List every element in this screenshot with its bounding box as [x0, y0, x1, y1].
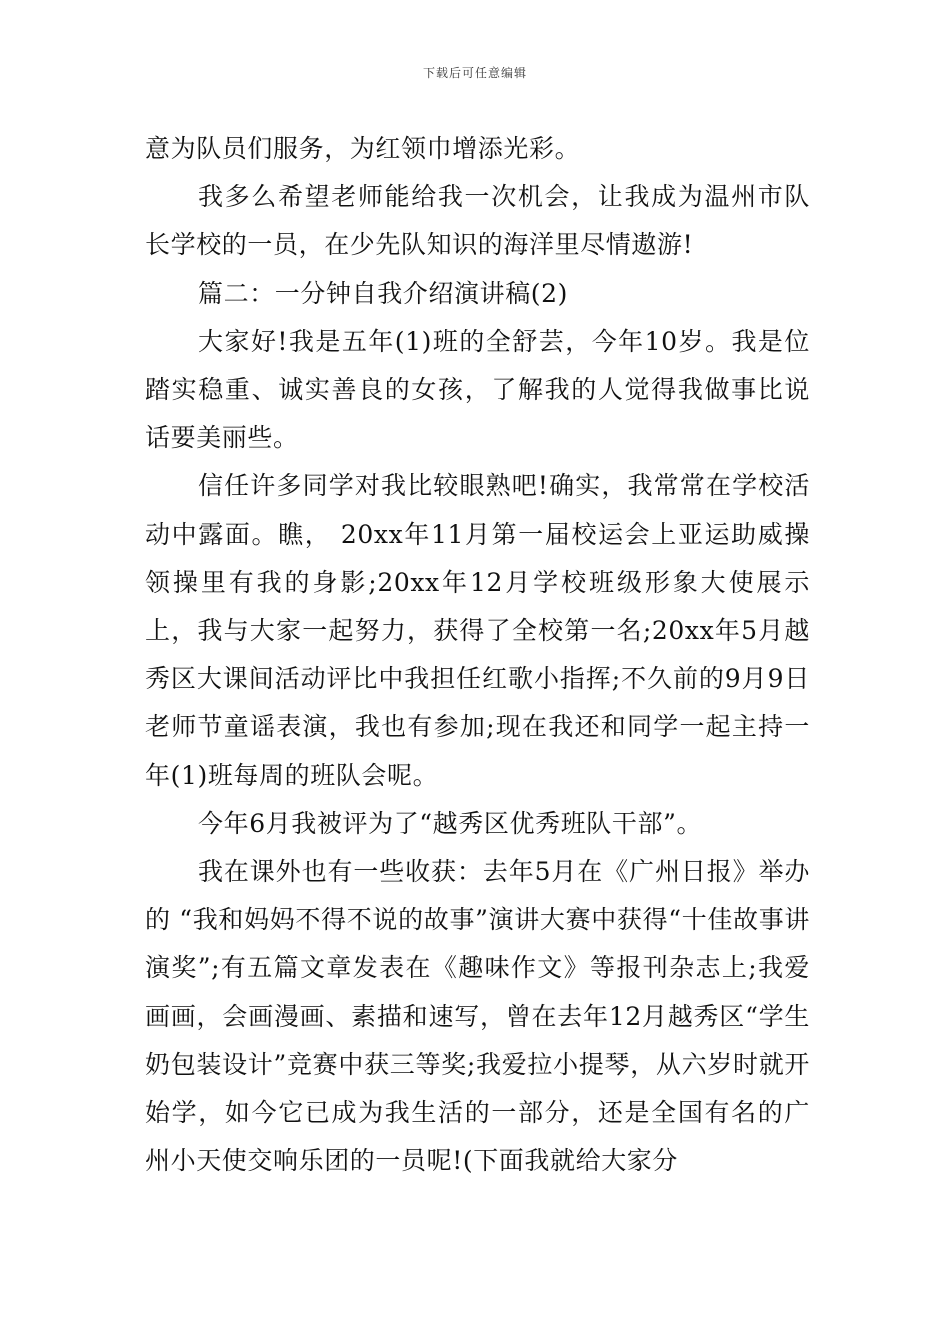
paragraph: 我多么希望老师能给我一次机会，让我成为温州市队长学校的一员，在少先队知识的海洋里尽情遨游!: [145, 182, 810, 260]
paragraph: 大家好!我是五年(1)班的全舒芸，今年10岁。我是位踏实稳重、诚实善良的女孩，了解我的人觉得我做事比说话要美丽些。: [145, 326, 810, 453]
document-body: [145, 125, 810, 1185]
paragraph: 今年6月我被评为了“越秀区优秀班队干部”。: [198, 808, 703, 838]
paragraph: 信任许多同学对我比较眼熟吧!确实，我常常在学校活动中露面。瞧， 20xx年11月第一届校运会上亚运助威操领操里有我的身影;20xx年12月学校班级形象大使展示上，我与大家一起努力，获得了全校第一名;20xx年5月越秀区大课间活动评比中我担任红歌小指挥;不久前的9月9日老师节童谣表演，我也有参加;现在我还和同学一起主持一年(1)班每周的班队会呢。: [145, 471, 810, 790]
paragraph: 意为队员们服务，为红领巾增添光彩。: [145, 134, 581, 163]
page-header: 下载后可任意编辑: [422, 66, 527, 80]
section-heading: 篇二：一分钟自我介绍演讲稿(2): [198, 278, 569, 308]
paragraph: 我在课外也有一些收获：去年5月在《广州日报》举办的 “我和妈妈不得不说的故事”演讲大赛中获得“十佳故事讲演奖”;有五篇文章发表在《趣味作文》等报刊杂志上;我爱画画，会画漫画、素描和速写，曾在去年12月越秀区“学生奶包装设计”竞赛中获三等奖;我爱拉小提琴，从六岁时就开始学，如今它已成为我生活的一部分，还是全国有名的广州小天使交响乐团的一员呢!(下面我就给大家分: [145, 857, 810, 1176]
